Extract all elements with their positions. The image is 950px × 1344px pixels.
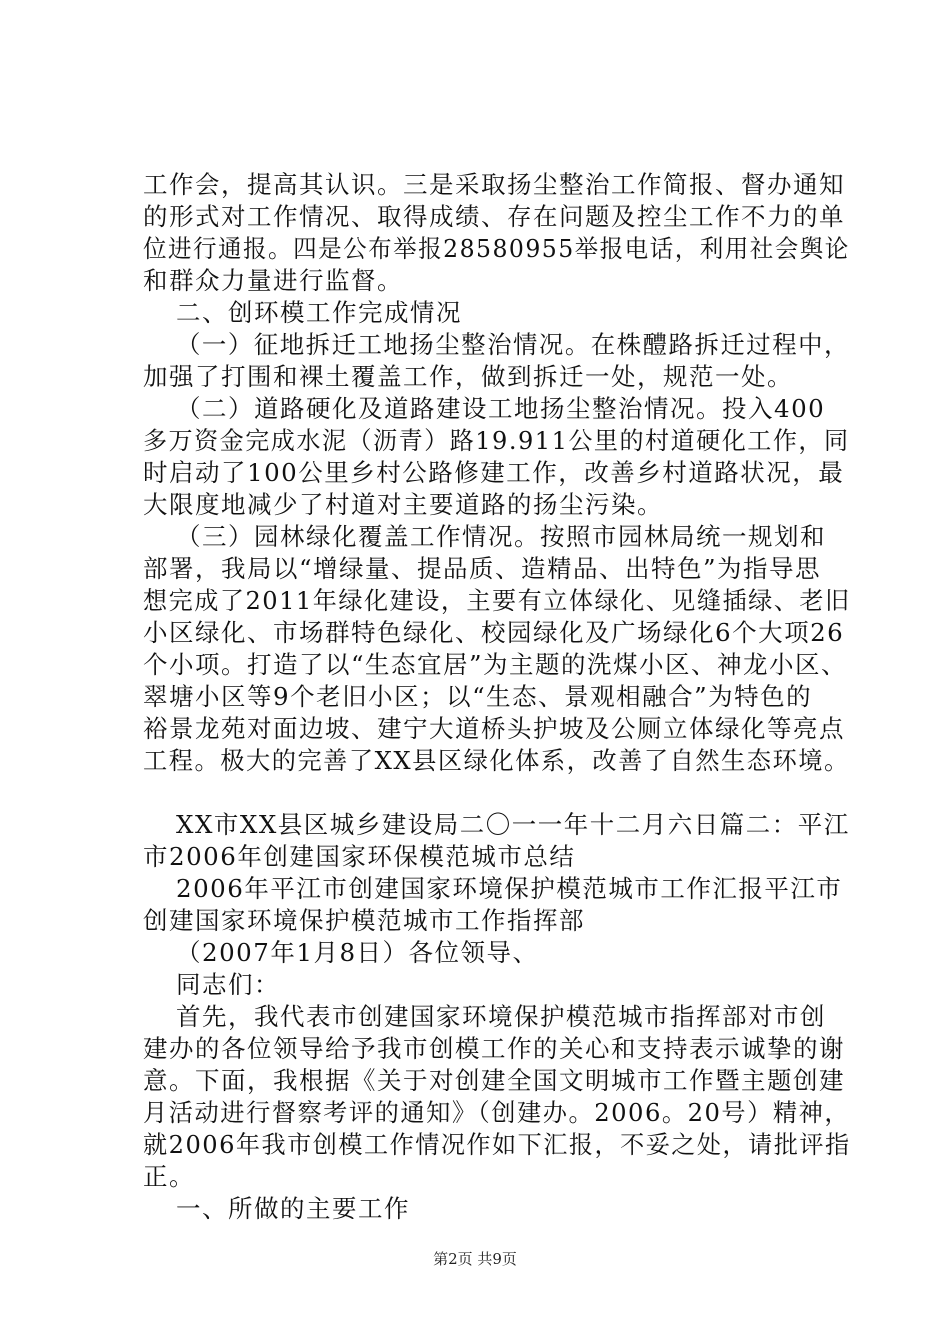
paragraph-line: （2007年1月8日）各位领导、 — [176, 938, 539, 967]
paragraph-line: 大限度地减少了村道对主要道路的扬尘污染。 — [143, 490, 663, 519]
section-heading: 二、创环模工作完成情况 — [176, 298, 462, 327]
section-heading: 一、所做的主要工作 — [176, 1194, 410, 1223]
paragraph-line: 时启动了100公里乡村公路修建工作，改善乡村道路状况，最 — [143, 458, 845, 487]
paragraph-line: 想完成了2011年绿化建设，主要有立体绿化、见缝插绿、老旧 — [143, 586, 851, 615]
paragraph-line: 多万资金完成水泥（沥青）路19.911公里的村道硬化工作，同 — [143, 426, 850, 455]
paragraph-line: 翠塘小区等9个老旧小区；以“生态、景观相融合”为特色的 — [143, 682, 813, 711]
paragraph-line: 市2006年创建国家环保模范城市总结 — [143, 842, 576, 871]
paragraph-line: 就2006年我市创模工作情况作如下汇报，不妥之处，请批评指 — [143, 1130, 851, 1159]
paragraph-line: 同志们： — [176, 970, 280, 999]
page-number: 第2页 共9页 — [433, 1250, 517, 1268]
paragraph-line: 小区绿化、市场群特色绿化、校园绿化及广场绿化6个大项26 — [143, 618, 845, 647]
paragraph-line: 位进行通报。四是公布举报28580955举报电话，利用社会舆论 — [143, 234, 850, 263]
paragraph-line: （二）道路硬化及道路建设工地扬尘整治情况。投入400 — [176, 394, 826, 423]
paragraph-line: XX市XX县区城乡建设局二〇一一年十二月六日篇二：平江 — [176, 810, 850, 839]
paragraph-line: 工程。极大的完善了XX县区绿化体系，改善了自然生态环境。 — [143, 746, 850, 775]
paragraph-line: 月活动进行督察考评的通知》（创建办。2006。20号）精神， — [143, 1098, 851, 1127]
paragraph-line: （一）征地拆迁工地扬尘整治情况。在株醴路拆迁过程中， — [176, 330, 850, 359]
paragraph-line: （三）园林绿化覆盖工作情况。按照市园林局统一规划和 — [176, 522, 826, 551]
paragraph-line: 建办的各位领导给予我市创模工作的关心和支持表示诚挚的谢 — [143, 1034, 845, 1063]
paragraph-line: 加强了打围和裸土覆盖工作，做到拆迁一处，规范一处。 — [143, 362, 793, 391]
paragraph-line: 正。 — [143, 1162, 195, 1191]
paragraph-line: 首先，我代表市创建国家环境保护模范城市指挥部对市创 — [176, 1002, 826, 1031]
paragraph-line: 创建国家环境保护模范城市工作指挥部 — [143, 906, 585, 935]
paragraph-line: 裕景龙苑对面边坡、建宁大道桥头护坡及公厕立体绿化等亮点 — [143, 714, 845, 743]
paragraph-line: 个小项。打造了以“生态宜居”为主题的洗煤小区、神龙小区、 — [143, 650, 848, 679]
paragraph-line: 2006年平江市创建国家环境保护模范城市工作汇报平江市 — [176, 874, 843, 903]
paragraph-line: 意。下面，我根据《关于对创建全国文明城市工作暨主题创建 — [143, 1066, 845, 1095]
paragraph-line: 工作会，提高其认识。三是采取扬尘整治工作简报、督办通知 — [143, 170, 845, 199]
paragraph-line: 和群众力量进行监督。 — [143, 266, 403, 295]
paragraph-line: 部署，我局以“增绿量、提品质、造精品、出特色”为指导思 — [143, 554, 822, 583]
paragraph-line: 的形式对工作情况、取得成绩、存在问题及控尘工作不力的单 — [143, 202, 845, 231]
